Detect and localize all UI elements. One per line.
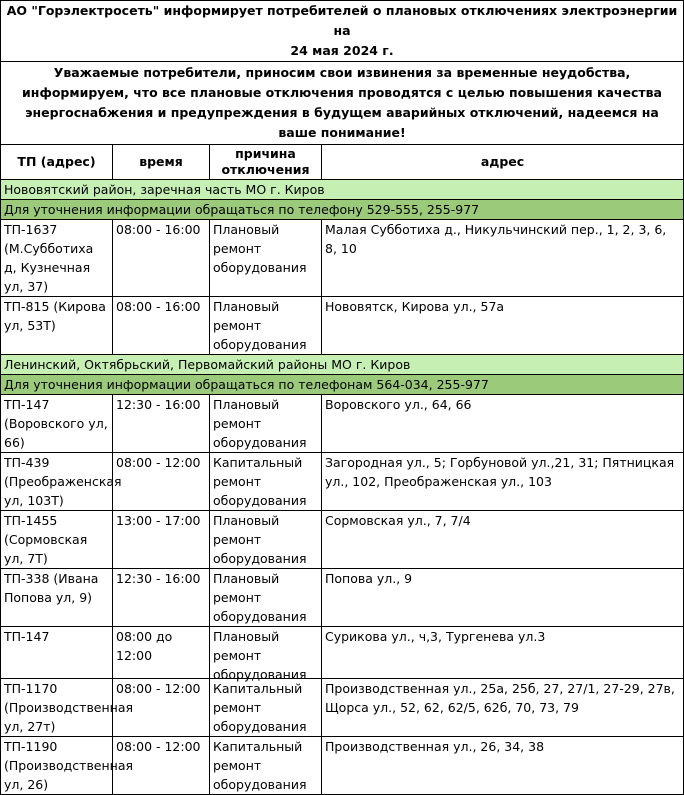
- address-cell: Воровского ул., 64, 66: [322, 395, 684, 453]
- time-cell: 12:30 - 16:00: [113, 569, 210, 627]
- reason-text: Плановый ремонт оборудования: [213, 629, 307, 682]
- tp-text: ТП-147 (Воровского ул, 66): [4, 397, 108, 450]
- time-text: 08:00 до 12:00: [116, 629, 173, 663]
- reason-cell: Плановый ремонт оборудования: [210, 297, 322, 355]
- time-cell: 08:00 - 16:00: [113, 297, 210, 355]
- address-cell: Производственная ул., 25а, 25б, 27, 27/1, 27-29, 27в, Щорса ул., 52, 62, 62/5, 62б, 70, 73, 79: [322, 679, 684, 737]
- address-cell: Сормовская ул., 7, 7/4: [322, 511, 684, 569]
- tp-text: ТП-815 (Кирова ул, 53Т): [4, 299, 106, 333]
- address-cell: Производственная ул., 26, 34, 38: [322, 737, 684, 795]
- time-cell: 08:00 - 12:00: [113, 737, 210, 795]
- phone-label: Для уточнения информации обращаться по телефону 529-555, 255-977: [1, 200, 684, 220]
- header-time: время: [113, 145, 210, 180]
- tp-cell: [1, 679, 134, 737]
- table-row: [1, 569, 684, 627]
- table-row: [1, 627, 684, 679]
- phone-label: Для уточнения информации обращаться по телефонам 564-034, 255-977: [1, 375, 684, 395]
- reason-cell: Плановый ремонт оборудования: [210, 569, 322, 627]
- tp-text: ТП-338 (Ивана Попова ул, 9): [4, 571, 99, 605]
- reason-cell: Капитальный ремонт оборудования: [210, 679, 322, 737]
- tp-text: ТП-439 (Преображенская ул, 103Т): [4, 455, 122, 508]
- tp-cell: [1, 569, 113, 627]
- address-text: Сурикова ул., ч,3, Тургенева ул.3: [325, 629, 546, 644]
- address-cell: Попова ул., 9: [322, 569, 684, 627]
- time-cell: 08:00 - 16:00: [113, 220, 210, 297]
- address-cell: Загородная ул., 5; Горбуновой ул.,21, 31; Пятницкая ул., 102, Преображенская ул., 103: [322, 453, 684, 511]
- title-line-1: АО "Горэлектросеть" информирует потребителей о плановых отключениях электроэнергии на: [6, 3, 678, 38]
- phone-row: [1, 200, 684, 220]
- tp-cell: [1, 511, 113, 569]
- district-row: [1, 180, 684, 200]
- header-address: адрес: [322, 145, 684, 180]
- header-tp: ТП (адрес): [1, 145, 113, 180]
- tp-cell: [1, 395, 113, 453]
- phone-row: [1, 375, 684, 395]
- time-cell: 13:00 - 17:00: [113, 511, 210, 569]
- tp-cell: [1, 627, 113, 679]
- tp-cell: [1, 220, 113, 297]
- reason-cell: [210, 627, 322, 682]
- table-row: [1, 395, 684, 453]
- tp-text: ТП-1637 (М.Субботиха д, Кузнечная ул, 37): [4, 222, 94, 294]
- title-line-2: 24 мая 2024 г.: [290, 43, 394, 58]
- intro-row: [1, 62, 684, 145]
- header-reason: причина отключения: [210, 145, 322, 180]
- table-row: [1, 220, 684, 297]
- time-cell: [113, 627, 210, 679]
- address-cell: Малая Субботиха д., Никульчинский пер., 1, 2, 3, 6, 8, 10: [322, 220, 684, 297]
- reason-cell: Плановый ремонт оборудования: [210, 220, 322, 297]
- tp-cell: [1, 297, 113, 355]
- document-title: [1, 1, 684, 62]
- tp-text: ТП-1170 (Производственная ул, 27т): [4, 681, 134, 734]
- district-row: [1, 355, 684, 375]
- table-row: [1, 511, 684, 569]
- intro-text: Уважаемые потребители, приносим свои извинения за временные неудобства, информируем, что все плановые отключения проводятся с целью повышения качества энергоснабжения и предупреждения в будущем аварийных отключений, надеемся на ваше понимание!: [1, 62, 684, 145]
- table-row: [1, 453, 684, 511]
- district-label: Ленинский, Октябрьский, Первомайский районы МО г. Киров: [1, 355, 684, 375]
- tp-cell: [1, 453, 122, 511]
- time-cell: 08:00 - 12:00: [113, 679, 210, 737]
- reason-cell: Плановый ремонт оборудования: [210, 511, 322, 569]
- table-row: [1, 679, 684, 737]
- table-row: [1, 737, 684, 795]
- header-row: [1, 145, 684, 180]
- address-cell: Нововятск, Кирова ул., 57а: [322, 297, 684, 355]
- time-cell: 12:30 - 16:00: [113, 395, 210, 453]
- address-cell: [322, 627, 684, 679]
- table-row: [1, 297, 684, 355]
- district-label: Нововятский район, заречная часть МО г. Киров: [1, 180, 684, 200]
- reason-cell: Капитальный ремонт оборудования: [210, 737, 322, 795]
- tp-text: ТП-1455 (Сормовская ул, 7Т): [4, 513, 88, 566]
- tp-text: ТП-1190 (Производственная ул, 26): [4, 739, 134, 792]
- tp-cell: [1, 737, 134, 795]
- reason-cell: Капитальный ремонт оборудования: [210, 453, 322, 511]
- reason-cell: Плановый ремонт оборудования: [210, 395, 322, 453]
- title-row: [1, 1, 684, 62]
- tp-text: ТП-147: [4, 629, 50, 644]
- time-cell: 08:00 - 12:00: [113, 453, 210, 511]
